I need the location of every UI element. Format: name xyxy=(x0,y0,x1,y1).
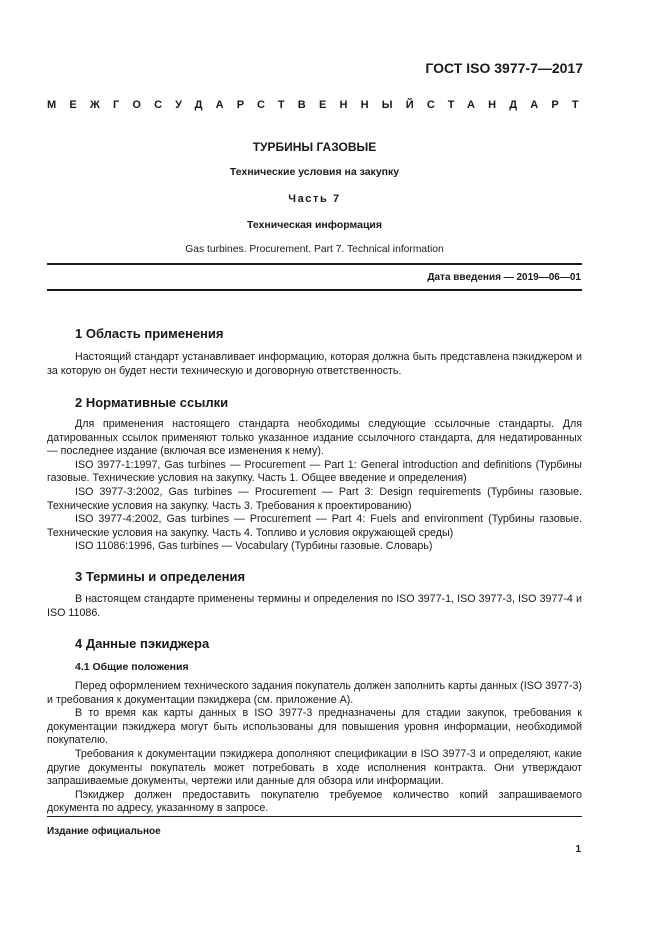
document-code: ГОСТ ISO 3977-7—2017 xyxy=(425,60,583,76)
section-2-heading: 2 Нормативные ссылки xyxy=(75,395,229,410)
paragraph: Перед оформлением технического задания покупатель должен заполнить карты данных (ISO 3977-3) и требования к документации пэкиджера (см. приложение А). xyxy=(47,680,582,706)
subsection-4-1-heading: 4.1 Общие положения xyxy=(75,661,189,673)
section-2-body xyxy=(47,418,582,554)
section-1-body xyxy=(47,351,582,378)
standard-type-line xyxy=(47,99,592,111)
paragraph: Требования к документации пэкиджера дополняют спецификации в ISO 3977-3 и определяют, какие другие документы покупатель может потребовать в ходе исполнения контракта. Они утверждают запрашиваемые документы, чертежи или данные для обзора или информации. xyxy=(47,747,582,788)
footer-divider xyxy=(47,816,582,817)
document-part: Часть 7 xyxy=(288,193,341,205)
date-divider xyxy=(47,289,582,291)
paragraph: Для применения настоящего стандарта необходимы следующие ссылочные стандарты. Для датированных ссылок применяют только указанное издание ссылочного стандарта, для недатированных — последнее издание (включая все изменения к нему). xyxy=(47,418,582,458)
section-3-body xyxy=(47,593,582,620)
section-4-body xyxy=(47,680,582,816)
paragraph: В настоящем стандарте применены термины и определения по ISO 3977-1, ISO 3977-3, ISO 3977-4 и ISO 11086. xyxy=(47,593,582,619)
paragraph: Пэкиджер должен предоставить покупателю требуемое количество копий запрашиваемого документа по адресу, указанному в запросе. xyxy=(47,788,582,815)
standard-word-standard: СТАНДАРТ xyxy=(426,99,592,111)
official-edition-label: Издание официальное xyxy=(47,826,161,837)
section-1-heading: 1 Область применения xyxy=(75,326,224,341)
introduction-date: Дата введения — 2019—06—01 xyxy=(427,272,581,283)
section-3-heading: 3 Термины и определения xyxy=(75,569,246,584)
part-title: Техническая информация xyxy=(246,219,383,231)
reference-item: ISO 3977-3:2002, Gas turbines — Procurement — Part 3: Design requirements (Турбины газовые. Технические условия на закупку. Часть 3. Требования к проектированию) xyxy=(47,485,582,512)
section-4-heading: 4 Данные пэкиджера xyxy=(75,636,210,651)
document-title: ТУРБИНЫ ГАЗОВЫЕ xyxy=(252,140,377,154)
standard-word-interstate: МЕЖГОСУДАРСТВЕННЫЙ xyxy=(47,99,427,111)
reference-item: ISO 3977-4:2002, Gas turbines — Procurement — Part 4: Fuels and environment (Турбины газовые. Технические условия на закупку. Часть 4. Топливо и условия окружающей среды) xyxy=(47,513,582,539)
paragraph: В то время как карты данных в ISO 3977-3 предназначены для стадии закупок, требования к документации пэкиджера могут быть использованы для повышения уровня информации, необходимой покупателю. xyxy=(47,707,582,747)
paragraph: Настоящий стандарт устанавливает информацию, которая должна быть представлена пэкиджером и за которую он будет нести техническую и договорную ответственность. xyxy=(47,351,582,377)
reference-item: ISO 3977-1:1997, Gas turbines — Procurement — Part 1: General introduction and definitions (Турбины газовые. Технические условия на закупку. Часть 1. Общее введение и определения) xyxy=(47,458,582,485)
document-subtitle: Технические условия на закупку xyxy=(229,166,400,178)
title-divider xyxy=(47,263,582,265)
reference-item: ISO 11086:1996, Gas turbines — Vocabulary (Турбины газовые. Словарь) xyxy=(75,540,433,553)
page-number: 1 xyxy=(575,844,581,855)
english-title: Gas turbines. Procurement. Part 7. Technical information xyxy=(185,244,444,255)
